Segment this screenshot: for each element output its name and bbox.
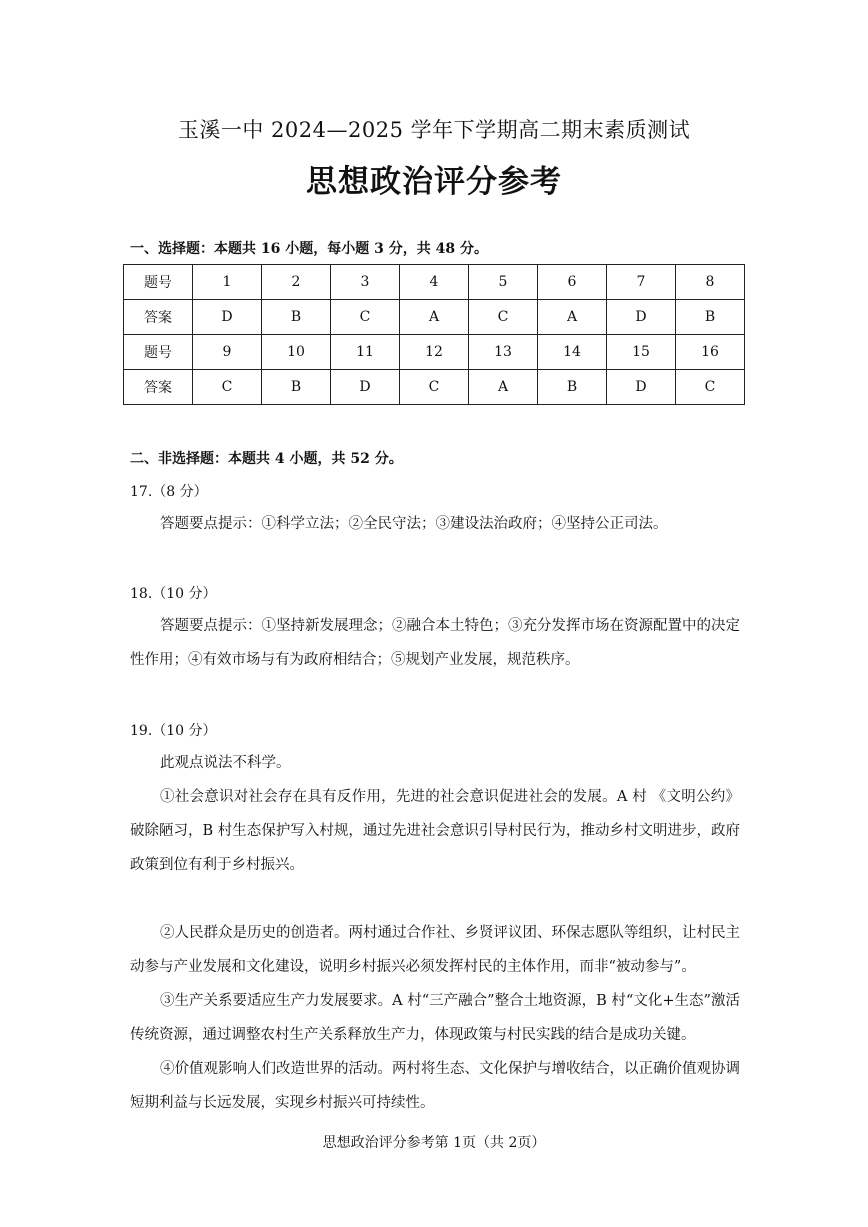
document-subtitle: 思想政治评分参考	[306, 164, 562, 200]
table-row	[124, 370, 745, 405]
table-row	[124, 300, 745, 335]
table-cell: 9	[193, 335, 262, 370]
exam-title: 玉溪一中 2024—2025 学年下学期高二期末素质测试	[177, 118, 691, 142]
table-cell: 题号	[124, 335, 193, 370]
question-18-label: 18.（10 分）	[130, 586, 217, 602]
question-19-paragraph: ②人民群众是历史的创造者。两村通过合作社、乡贤评议团、环保志愿队等组织，让村民主动参与产业发展和文化建设，说明乡村振兴必须发挥村民的主体作用，而非“被动参与”。	[130, 925, 740, 975]
table-cell: 答案	[124, 300, 193, 335]
table-cell: 6	[538, 265, 607, 300]
table-cell: B	[538, 370, 607, 405]
table-cell: B	[262, 370, 331, 405]
table-cell: 12	[400, 335, 469, 370]
table-cell: 13	[469, 335, 538, 370]
question-19-paragraph: ④价值观影响人们改造世界的活动。两村将生态、文化保护与增收结合，以正确价值观协调短期利益与长远发展，实现乡村振兴可持续性。	[130, 1061, 740, 1111]
table-cell: 3	[331, 265, 400, 300]
table-cell: 8	[676, 265, 745, 300]
table-cell: A	[469, 370, 538, 405]
table-cell: A	[400, 300, 469, 335]
section1-heading: 一、选择题：本题共 16 小题，每小题 3 分，共 48 分。	[130, 241, 488, 257]
table-cell: B	[262, 300, 331, 335]
table-cell: C	[400, 370, 469, 405]
question-19-paragraph: ①社会意识对社会存在具有反作用，先进的社会意识促进社会的发展。A 村 《文明公约》破除陋习，B 村生态保护写入村规，通过先进社会意识引导村民行为，推动乡村文明进步，政府政策到位有利于乡村振兴。	[130, 789, 740, 873]
table-row	[124, 265, 745, 300]
question-17-label: 17.（8 分）	[130, 484, 208, 500]
table-cell: 题号	[124, 265, 193, 300]
table-cell: D	[607, 370, 676, 405]
table-cell: 10	[262, 335, 331, 370]
answer-table	[123, 264, 745, 405]
table-cell: 14	[538, 335, 607, 370]
table-cell: C	[331, 300, 400, 335]
table-cell: 7	[607, 265, 676, 300]
table-cell: 2	[262, 265, 331, 300]
table-row	[124, 335, 745, 370]
page-footer: 思想政治评分参考第 1页（共 2页）	[322, 1135, 546, 1151]
table-cell: 5	[469, 265, 538, 300]
table-cell: C	[193, 370, 262, 405]
question-19-label: 19.（10 分）	[130, 723, 217, 739]
table-cell: C	[469, 300, 538, 335]
table-cell: 4	[400, 265, 469, 300]
table-cell: C	[676, 370, 745, 405]
table-cell: D	[607, 300, 676, 335]
table-cell: B	[676, 300, 745, 335]
question-17-hint: 答题要点提示：①科学立法；②全民守法；③建设法治政府；④坚持公正司法。	[160, 516, 668, 532]
table-cell: 16	[676, 335, 745, 370]
question-19-paragraph: 此观点说法不科学。	[160, 755, 291, 771]
table-cell: D	[331, 370, 400, 405]
question-18-hint: 答题要点提示：①坚持新发展理念；②融合本土特色；③充分发挥市场在资源配置中的决定性作用；④有效市场与有为政府相结合；⑤规划产业发展，规范秩序。	[130, 618, 740, 668]
section2-heading: 二、非选择题：本题共 4 小题，共 52 分。	[130, 451, 403, 467]
table-cell: A	[538, 300, 607, 335]
table-cell: D	[193, 300, 262, 335]
table-cell: 15	[607, 335, 676, 370]
table-cell: 1	[193, 265, 262, 300]
question-19-paragraph: ③生产关系要适应生产力发展要求。A 村“三产融合”整合土地资源，B 村“文化+生态”激活传统资源，通过调整农村生产关系释放生产力，体现政策与村民实践的结合是成功关键。	[130, 993, 740, 1043]
table-cell: 11	[331, 335, 400, 370]
table-cell: 答案	[124, 370, 193, 405]
